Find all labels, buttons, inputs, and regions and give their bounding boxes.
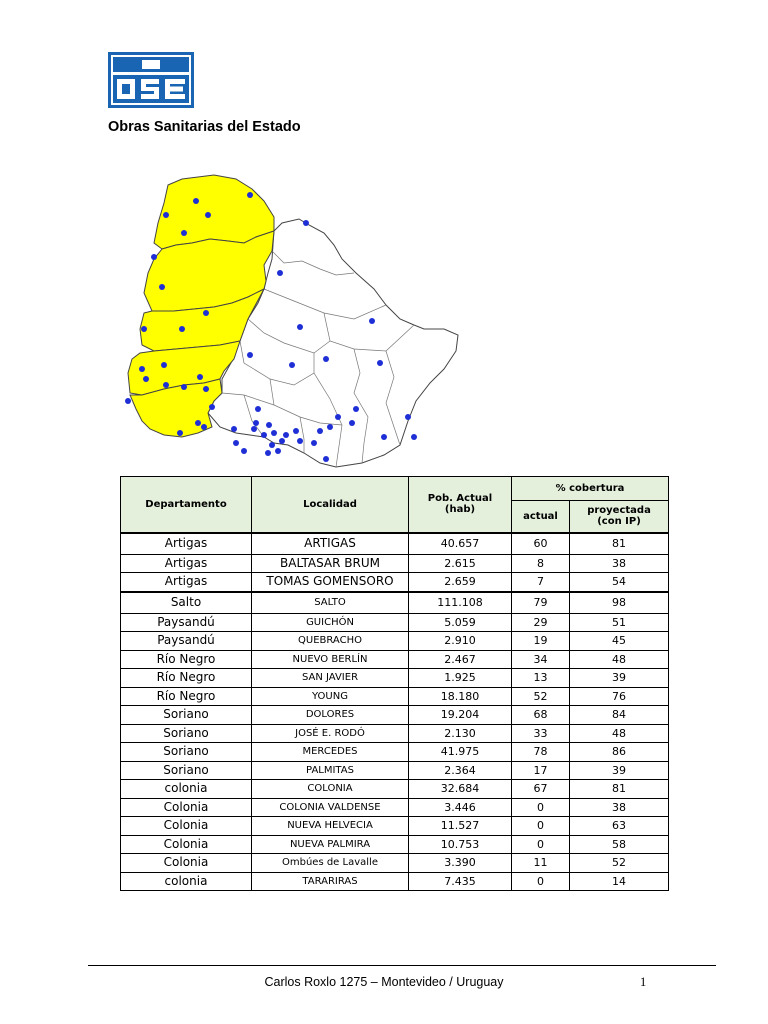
cell-localidad: DOLORES: [252, 706, 409, 725]
cell-cobertura-actual: 67: [512, 780, 570, 799]
cell-poblacion: 11.527: [409, 817, 512, 836]
cell-departamento: Soriano: [121, 724, 252, 743]
cell-poblacion: 7.435: [409, 872, 512, 891]
cell-poblacion: 10.753: [409, 835, 512, 854]
cell-localidad: PALMITAS: [252, 761, 409, 780]
cell-localidad: SAN JAVIER: [252, 669, 409, 688]
cell-cobertura-actual: 52: [512, 687, 570, 706]
cell-departamento: Paysandú: [121, 632, 252, 651]
table-row: [121, 872, 669, 891]
cell-localidad: GUICHÓN: [252, 613, 409, 632]
cell-cobertura-proyectada: 14: [570, 872, 669, 891]
cell-departamento: colonia: [121, 780, 252, 799]
cell-cobertura-proyectada: 76: [570, 687, 669, 706]
header-actual: actual: [512, 501, 570, 533]
cell-cobertura-actual: 0: [512, 872, 570, 891]
cell-departamento: Colonia: [121, 835, 252, 854]
cell-localidad: QUEBRACHO: [252, 632, 409, 651]
cell-departamento: Río Negro: [121, 669, 252, 688]
cell-poblacion: 5.059: [409, 613, 512, 632]
cell-cobertura-actual: 7: [512, 573, 570, 592]
table-row: [121, 798, 669, 817]
cell-localidad: SALTO: [252, 592, 409, 614]
cell-cobertura-proyectada: 84: [570, 706, 669, 725]
cell-cobertura-proyectada: 39: [570, 669, 669, 688]
header-cobertura: % cobertura: [512, 477, 669, 501]
table-row: [121, 613, 669, 632]
cell-cobertura-actual: 0: [512, 817, 570, 836]
cell-cobertura-proyectada: 51: [570, 613, 669, 632]
table-row: [121, 632, 669, 651]
cell-poblacion: 2.130: [409, 724, 512, 743]
cell-departamento: Soriano: [121, 761, 252, 780]
cell-poblacion: 2.467: [409, 650, 512, 669]
cell-cobertura-actual: 8: [512, 554, 570, 573]
cell-departamento: Artigas: [121, 554, 252, 573]
cell-localidad: NUEVA PALMIRA: [252, 835, 409, 854]
cell-poblacion: 2.364: [409, 761, 512, 780]
cell-poblacion: 2.910: [409, 632, 512, 651]
cell-cobertura-actual: 68: [512, 706, 570, 725]
cell-departamento: Colonia: [121, 854, 252, 873]
cell-localidad: ARTIGAS: [252, 533, 409, 555]
cell-cobertura-proyectada: 63: [570, 817, 669, 836]
cell-cobertura-actual: 11: [512, 854, 570, 873]
cell-poblacion: 2.615: [409, 554, 512, 573]
cell-departamento: colonia: [121, 872, 252, 891]
cell-departamento: Soriano: [121, 743, 252, 762]
cell-poblacion: 18.180: [409, 687, 512, 706]
header-proyectada-line2: (con IP): [597, 516, 641, 528]
page-number: 1: [640, 975, 647, 989]
coverage-table: [120, 476, 669, 891]
cell-departamento: Río Negro: [121, 687, 252, 706]
cell-cobertura-proyectada: 54: [570, 573, 669, 592]
table-row: [121, 706, 669, 725]
table-row: [121, 817, 669, 836]
cell-cobertura-actual: 33: [512, 724, 570, 743]
cell-localidad: Ombúes de Lavalle: [252, 854, 409, 873]
cell-departamento: Artigas: [121, 573, 252, 592]
cell-localidad: COLONIA VALDENSE: [252, 798, 409, 817]
cell-cobertura-actual: 0: [512, 835, 570, 854]
cell-cobertura-actual: 17: [512, 761, 570, 780]
cell-cobertura-actual: 60: [512, 533, 570, 555]
table-row: [121, 533, 669, 555]
cell-cobertura-proyectada: 86: [570, 743, 669, 762]
cell-cobertura-proyectada: 81: [570, 533, 669, 555]
header-poblacion-line2: (hab): [444, 504, 476, 516]
table-row: [121, 669, 669, 688]
cell-poblacion: 3.446: [409, 798, 512, 817]
cell-departamento: Paysandú: [121, 613, 252, 632]
cell-cobertura-proyectada: 45: [570, 632, 669, 651]
header-departamento: Departamento: [121, 477, 252, 533]
coverage-table-body: [121, 533, 669, 891]
ose-logo: [108, 52, 194, 108]
footer-address: Carlos Roxlo 1275 – Montevideo / Uruguay: [264, 975, 504, 989]
cell-localidad: YOUNG: [252, 687, 409, 706]
cell-localidad: NUEVO BERLÍN: [252, 650, 409, 669]
cell-localidad: MERCEDES: [252, 743, 409, 762]
header-proyectada: [570, 501, 669, 533]
cell-cobertura-proyectada: 38: [570, 554, 669, 573]
cell-poblacion: 19.204: [409, 706, 512, 725]
cell-poblacion: 40.657: [409, 533, 512, 555]
cell-localidad: JOSÉ E. RODÓ: [252, 724, 409, 743]
cell-cobertura-actual: 29: [512, 613, 570, 632]
cell-cobertura-proyectada: 48: [570, 724, 669, 743]
header-localidad: Localidad: [252, 477, 409, 533]
cell-departamento: Colonia: [121, 817, 252, 836]
table-row: [121, 780, 669, 799]
header-poblacion-line1: Pob. Actual: [427, 493, 493, 505]
table-row: [121, 743, 669, 762]
header-poblacion: [409, 477, 512, 533]
cell-cobertura-actual: 19: [512, 632, 570, 651]
organization-name: Obras Sanitarias del Estado: [108, 119, 301, 135]
header-proyectada-line1: proyectada: [587, 505, 651, 517]
cell-cobertura-actual: 34: [512, 650, 570, 669]
cell-cobertura-proyectada: 81: [570, 780, 669, 799]
cell-localidad: COLONIA: [252, 780, 409, 799]
cell-cobertura-proyectada: 52: [570, 854, 669, 873]
cell-cobertura-proyectada: 48: [570, 650, 669, 669]
cell-cobertura-actual: 78: [512, 743, 570, 762]
table-row: [121, 835, 669, 854]
cell-cobertura-proyectada: 38: [570, 798, 669, 817]
cell-cobertura-proyectada: 39: [570, 761, 669, 780]
cell-departamento: Río Negro: [121, 650, 252, 669]
cell-poblacion: 3.390: [409, 854, 512, 873]
cell-poblacion: 2.659: [409, 573, 512, 592]
cell-localidad: TARARIRAS: [252, 872, 409, 891]
table-row: [121, 592, 669, 614]
cell-localidad: TOMAS GOMENSORO: [252, 573, 409, 592]
cell-poblacion: 32.684: [409, 780, 512, 799]
cell-cobertura-actual: 79: [512, 592, 570, 614]
cell-cobertura-proyectada: 58: [570, 835, 669, 854]
cell-departamento: Artigas: [121, 533, 252, 555]
table-row: [121, 687, 669, 706]
cell-localidad: NUEVA HELVECIA: [252, 817, 409, 836]
cell-poblacion: 1.925: [409, 669, 512, 688]
cell-departamento: Salto: [121, 592, 252, 614]
cell-poblacion: 111.108: [409, 592, 512, 614]
cell-departamento: Soriano: [121, 706, 252, 725]
footer-divider: [88, 965, 716, 966]
table-row: [121, 854, 669, 873]
table-row: [121, 724, 669, 743]
uruguay-coverage-map: [124, 173, 460, 469]
table-row: [121, 573, 669, 592]
cell-localidad: BALTASAR BRUM: [252, 554, 409, 573]
cell-poblacion: 41.975: [409, 743, 512, 762]
coverage-table-container: [120, 476, 668, 891]
table-row: [121, 650, 669, 669]
cell-departamento: Colonia: [121, 798, 252, 817]
cell-cobertura-proyectada: 98: [570, 592, 669, 614]
table-row: [121, 554, 669, 573]
cell-cobertura-actual: 0: [512, 798, 570, 817]
cell-cobertura-actual: 13: [512, 669, 570, 688]
table-row: [121, 761, 669, 780]
